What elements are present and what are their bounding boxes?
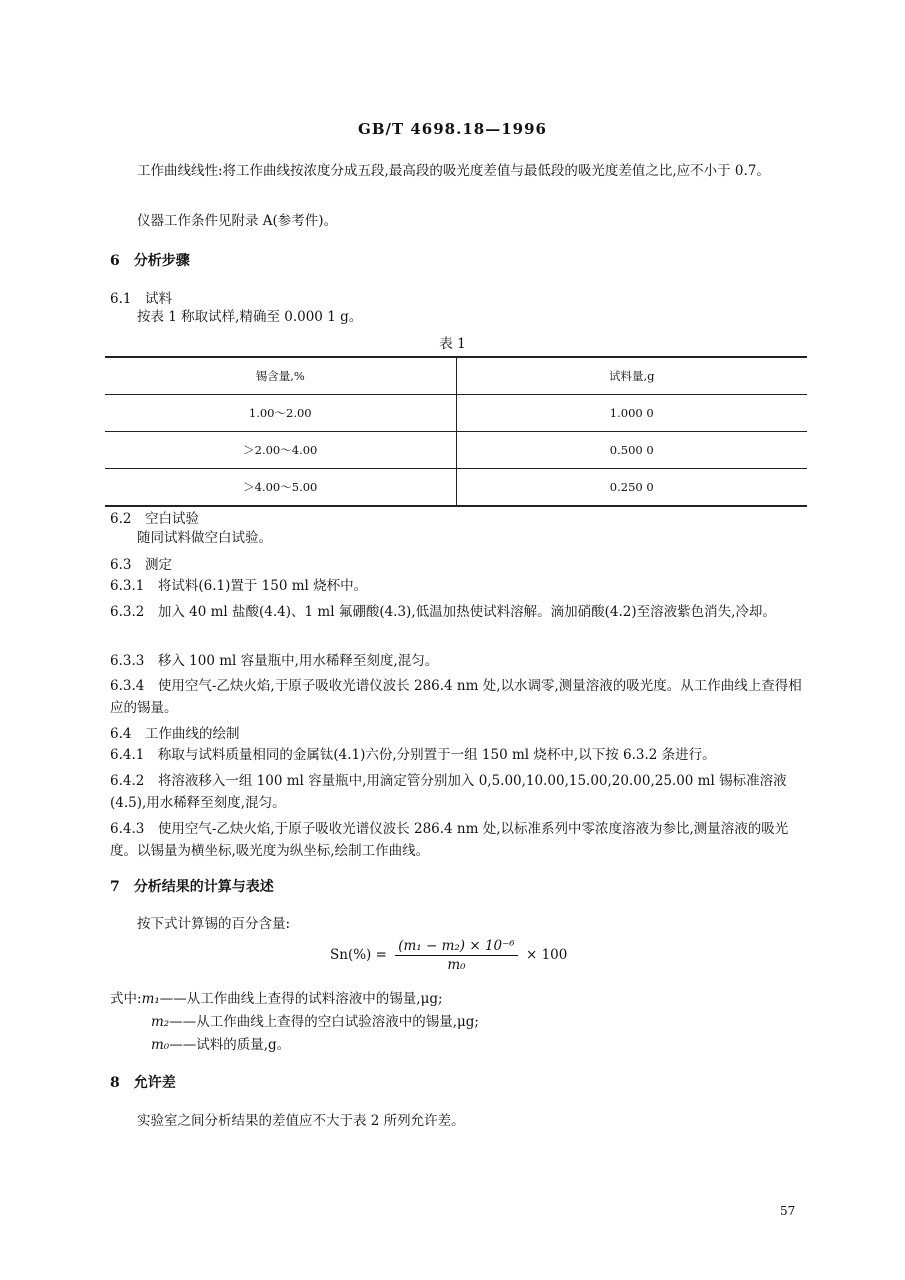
section-6-3-2: 6.3.2 加入 40 ml 盐酸(4.4)、1 ml 氟硼酸(4.3),低温加热使试料溶解。滴加硝酸(4.2)至溶液紫色消失,冷却。 <box>110 604 776 620</box>
variable-definition <box>110 987 443 1007</box>
formula-rhs: × 100 <box>525 947 568 963</box>
variable-text: ——从工作曲线上查得的试料溶液中的锡量,μg; <box>159 991 443 1007</box>
linearity-paragraph: 工作曲线线性:将工作曲线按浓度分成五段,最高段的吸光度差值与最低段的吸光度差值之比,应不小于 0.7。 <box>137 163 770 179</box>
variable-symbol: m₂ <box>151 1014 170 1030</box>
table-cell: 1.00～2.00 <box>105 395 456 432</box>
section-6-2-text: 随同试料做空白试验。 <box>137 530 272 546</box>
formula-denominator: m₀ <box>447 957 466 973</box>
section-6-3-1: 6.3.1 将试料(6.1)置于 150 ml 烧杯中。 <box>110 578 368 594</box>
formula-lhs: Sn(%) = <box>330 947 387 963</box>
section-6-2-heading: 6.2 空白试验 <box>110 511 199 527</box>
table-header-tin-content: 锡含量,% <box>105 357 456 395</box>
variable-definition <box>151 1033 290 1053</box>
section-7-heading: 7 分析结果的计算与表述 <box>110 879 274 895</box>
section-6-4-heading: 6.4 工作曲线的绘制 <box>110 726 240 742</box>
section-6-heading: 6 分析步骤 <box>110 253 190 269</box>
table-cell: 0.250 0 <box>456 469 807 507</box>
section-6-4-3: 6.4.3 使用空气-乙炔火焰,于原子吸收光谱仪波长 286.4 nm 处,以标准系列中零浓度溶液为参比,测量溶液的吸光度。以锡量为横坐标,吸光度为纵坐标,绘制工作曲线。 <box>110 821 789 859</box>
section-6-3-heading: 6.3 测定 <box>110 557 172 573</box>
table-row <box>105 395 807 432</box>
table-cell: 1.000 0 <box>456 395 807 432</box>
section-8-text: 实验室之间分析结果的差值应不大于表 2 所列允许差。 <box>137 1113 465 1129</box>
section-6-3-3: 6.3.3 移入 100 ml 容量瓶中,用水稀释至刻度,混匀。 <box>110 653 439 669</box>
standard-header: GB/T 4698.18—1996 <box>358 120 547 138</box>
table-header-row <box>105 357 807 395</box>
table-1-caption: 表 1 <box>439 336 466 352</box>
table-cell: 0.500 0 <box>456 432 807 469</box>
where-label: 式中: <box>110 991 142 1007</box>
section-6-3-4: 6.3.4 使用空气-乙炔火焰,于原子吸收光谱仪波长 286.4 nm 处,以水调零,测量溶液的吸光度。从工作曲线上查得相应的锡量。 <box>110 678 802 716</box>
section-8-heading: 8 允许差 <box>110 1075 176 1091</box>
tin-percentage-formula <box>330 938 567 973</box>
table-row <box>105 432 807 469</box>
variable-symbol: m₁ <box>141 991 160 1007</box>
page-number: 57 <box>780 1204 796 1218</box>
table-cell: ＞2.00～4.00 <box>105 432 456 469</box>
section-6-4-2: 6.4.2 将溶液移入一组 100 ml 容量瓶中,用滴定管分别加入 0,5.00,10.00,15.00,20.00,25.00 ml 锡标准溶液(4.5),用水稀释至刻度,混匀。 <box>110 773 787 811</box>
table-header-sample-mass: 试料量,g <box>456 357 807 395</box>
table-row <box>105 469 807 507</box>
formula-fraction <box>395 938 517 973</box>
section-6-1-text: 按表 1 称取试样,精确至 0.000 1 g。 <box>137 309 363 325</box>
section-6-1-heading: 6.1 试料 <box>110 291 172 307</box>
instrument-conditions-paragraph: 仪器工作条件见附录 A(参考件)。 <box>137 213 338 229</box>
variable-symbol: m₀ <box>151 1037 170 1053</box>
variable-text: ——从工作曲线上查得的空白试验溶液中的锡量,μg; <box>169 1014 479 1030</box>
formula-numerator: (m₁ − m₂) × 10⁻⁶ <box>395 938 517 956</box>
variable-text: ——试料的质量,g。 <box>169 1037 291 1053</box>
variable-definition <box>151 1010 479 1030</box>
table-cell: ＞4.00～5.00 <box>105 469 456 507</box>
section-6-4-1: 6.4.1 称取与试料质量相同的金属钛(4.1)六份,分别置于一组 150 ml 烧杯中,以下按 6.3.2 条进行。 <box>110 747 716 763</box>
formula-lead: 按下式计算锡的百分含量: <box>137 916 291 932</box>
table-1 <box>105 356 807 507</box>
